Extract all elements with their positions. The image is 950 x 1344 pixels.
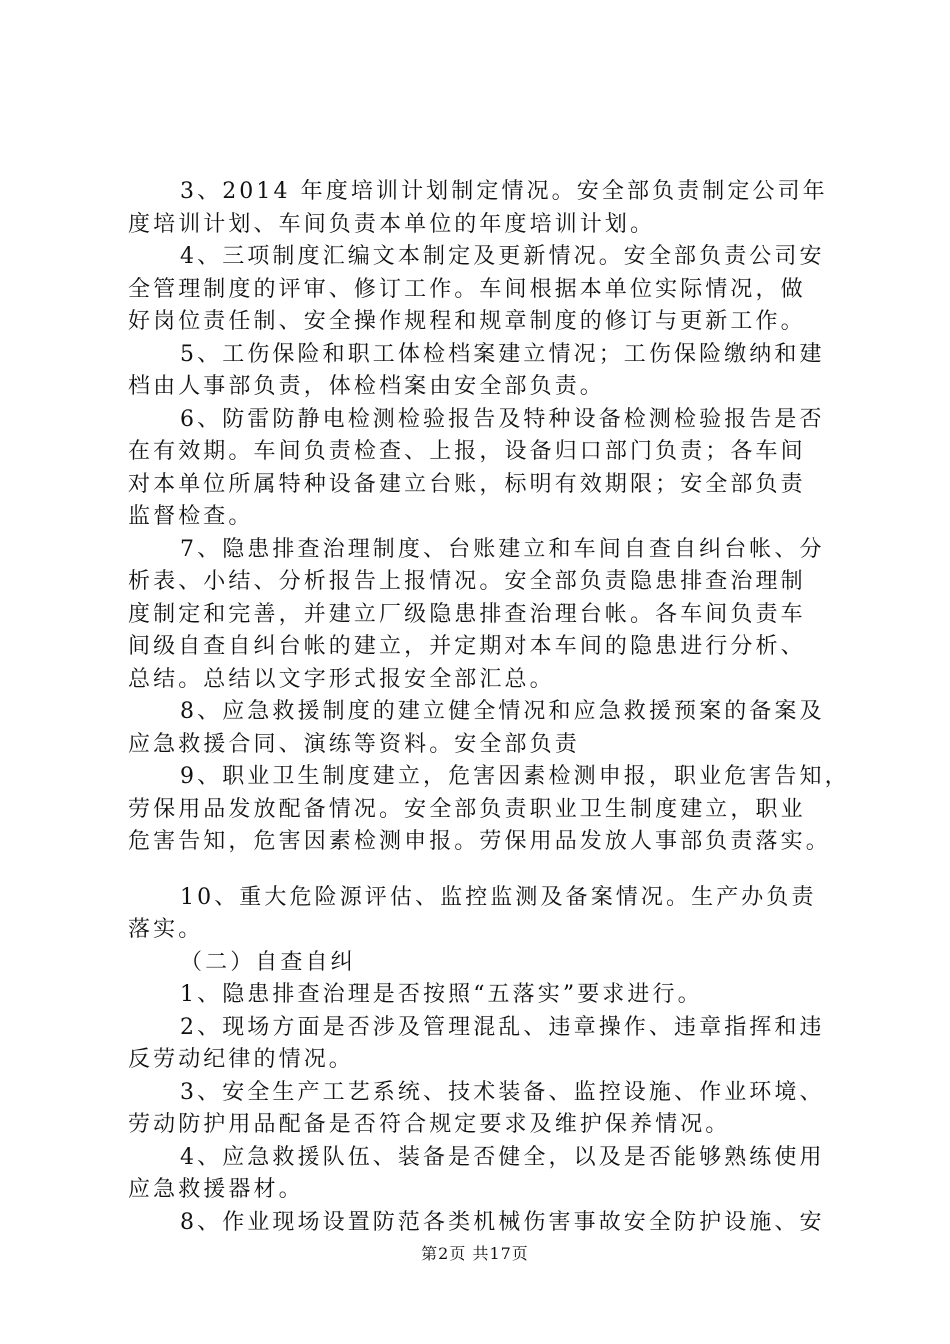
- text-line: 析表、小结、分析报告上报情况。安全部负责隐患排查治理制: [128, 569, 806, 594]
- text-line: 劳保用品发放配备情况。安全部负责职业卫生制度建立，职业: [128, 796, 806, 822]
- document-body: [128, 176, 850, 1239]
- text-line: 应急救援器材。: [128, 1177, 304, 1202]
- text-line: 5、工伤保险和职工体检档案建立情况；工伤保险缴纳和建: [180, 341, 825, 367]
- text-line: 在有效期。车间负责检查、上报，设备归口部门负责；各车间: [128, 439, 806, 464]
- text-line: 监督检查。: [128, 504, 254, 529]
- text-line: 10、重大危险源评估、监控监测及备案情况。生产办负责: [180, 884, 817, 910]
- text-line: 好岗位责任制、安全操作规程和规章制度的修订与更新工作。: [128, 309, 806, 334]
- text-line: 全管理制度的评审、修订工作。车间根据本单位实际情况，做: [128, 276, 806, 302]
- text-line: 落实。: [128, 917, 204, 942]
- text-line: 度培训计划、车间负责本单位的年度培训计划。: [128, 211, 656, 237]
- paragraph-gap: [128, 859, 828, 882]
- text-line: 3、安全生产工艺系统、技术装备、监控设施、作业环境、: [180, 1079, 825, 1105]
- text-line: 危害告知，危害因素检测申报。劳保用品发放人事部负责落实。: [128, 829, 831, 854]
- text-line: （二）自查自纠: [180, 949, 356, 975]
- text-line: 档由人事部负责，体检档案由安全部负责。: [128, 374, 605, 399]
- text-line: 9、职业卫生制度建立，危害因素检测申报，职业危害告知，: [180, 764, 850, 789]
- text-line: 4、三项制度汇编文本制定及更新情况。安全部负责公司安: [180, 244, 825, 269]
- text-line: 对本单位所属特种设备建立台账，标明有效期限；安全部负责: [128, 471, 806, 497]
- text-line: 反劳动纪律的情况。: [128, 1047, 354, 1072]
- text-line: 总结。总结以文字形式报安全部汇总。: [128, 666, 555, 692]
- paragraph-block-lower: [128, 882, 828, 1240]
- text-line: 8、应急救援制度的建立健全情况和应急救援预案的备案及: [180, 699, 825, 724]
- paragraph-block-upper: [128, 176, 850, 859]
- text-line: 7、隐患排查治理制度、台账建立和车间自查自纠台帐、分: [180, 536, 825, 562]
- text-line: 4、应急救援队伍、装备是否健全，以及是否能够熟练使用: [180, 1144, 825, 1170]
- text-line: 8、作业现场设置防范各类机械伤害事故安全防护设施、安: [180, 1209, 825, 1235]
- text-line: 劳动防护用品配备是否符合规定要求及维护保养情况。: [128, 1112, 731, 1137]
- page-number-footer: 第2页 共17页: [421, 1244, 529, 1263]
- text-line: 3、2014 年度培训计划制定情况。安全部负责制定公司年: [180, 179, 828, 204]
- text-line: 6、防雷防静电检测检验报告及特种设备检测检验报告是否: [180, 406, 825, 432]
- text-line: 度制定和完善，并建立厂级隐患排查治理台帐。各车间负责车: [128, 601, 806, 627]
- text-line: 间级自查自纠台帐的建立，并定期对本车间的隐患进行分析、: [128, 634, 806, 659]
- text-line: 1、隐患排查治理是否按照“五落实”要求进行。: [180, 982, 703, 1007]
- text-line: 2、现场方面是否涉及管理混乱、违章操作、违章指挥和违: [180, 1014, 825, 1040]
- text-line: 应急救援合同、演练等资料。安全部负责: [128, 731, 580, 757]
